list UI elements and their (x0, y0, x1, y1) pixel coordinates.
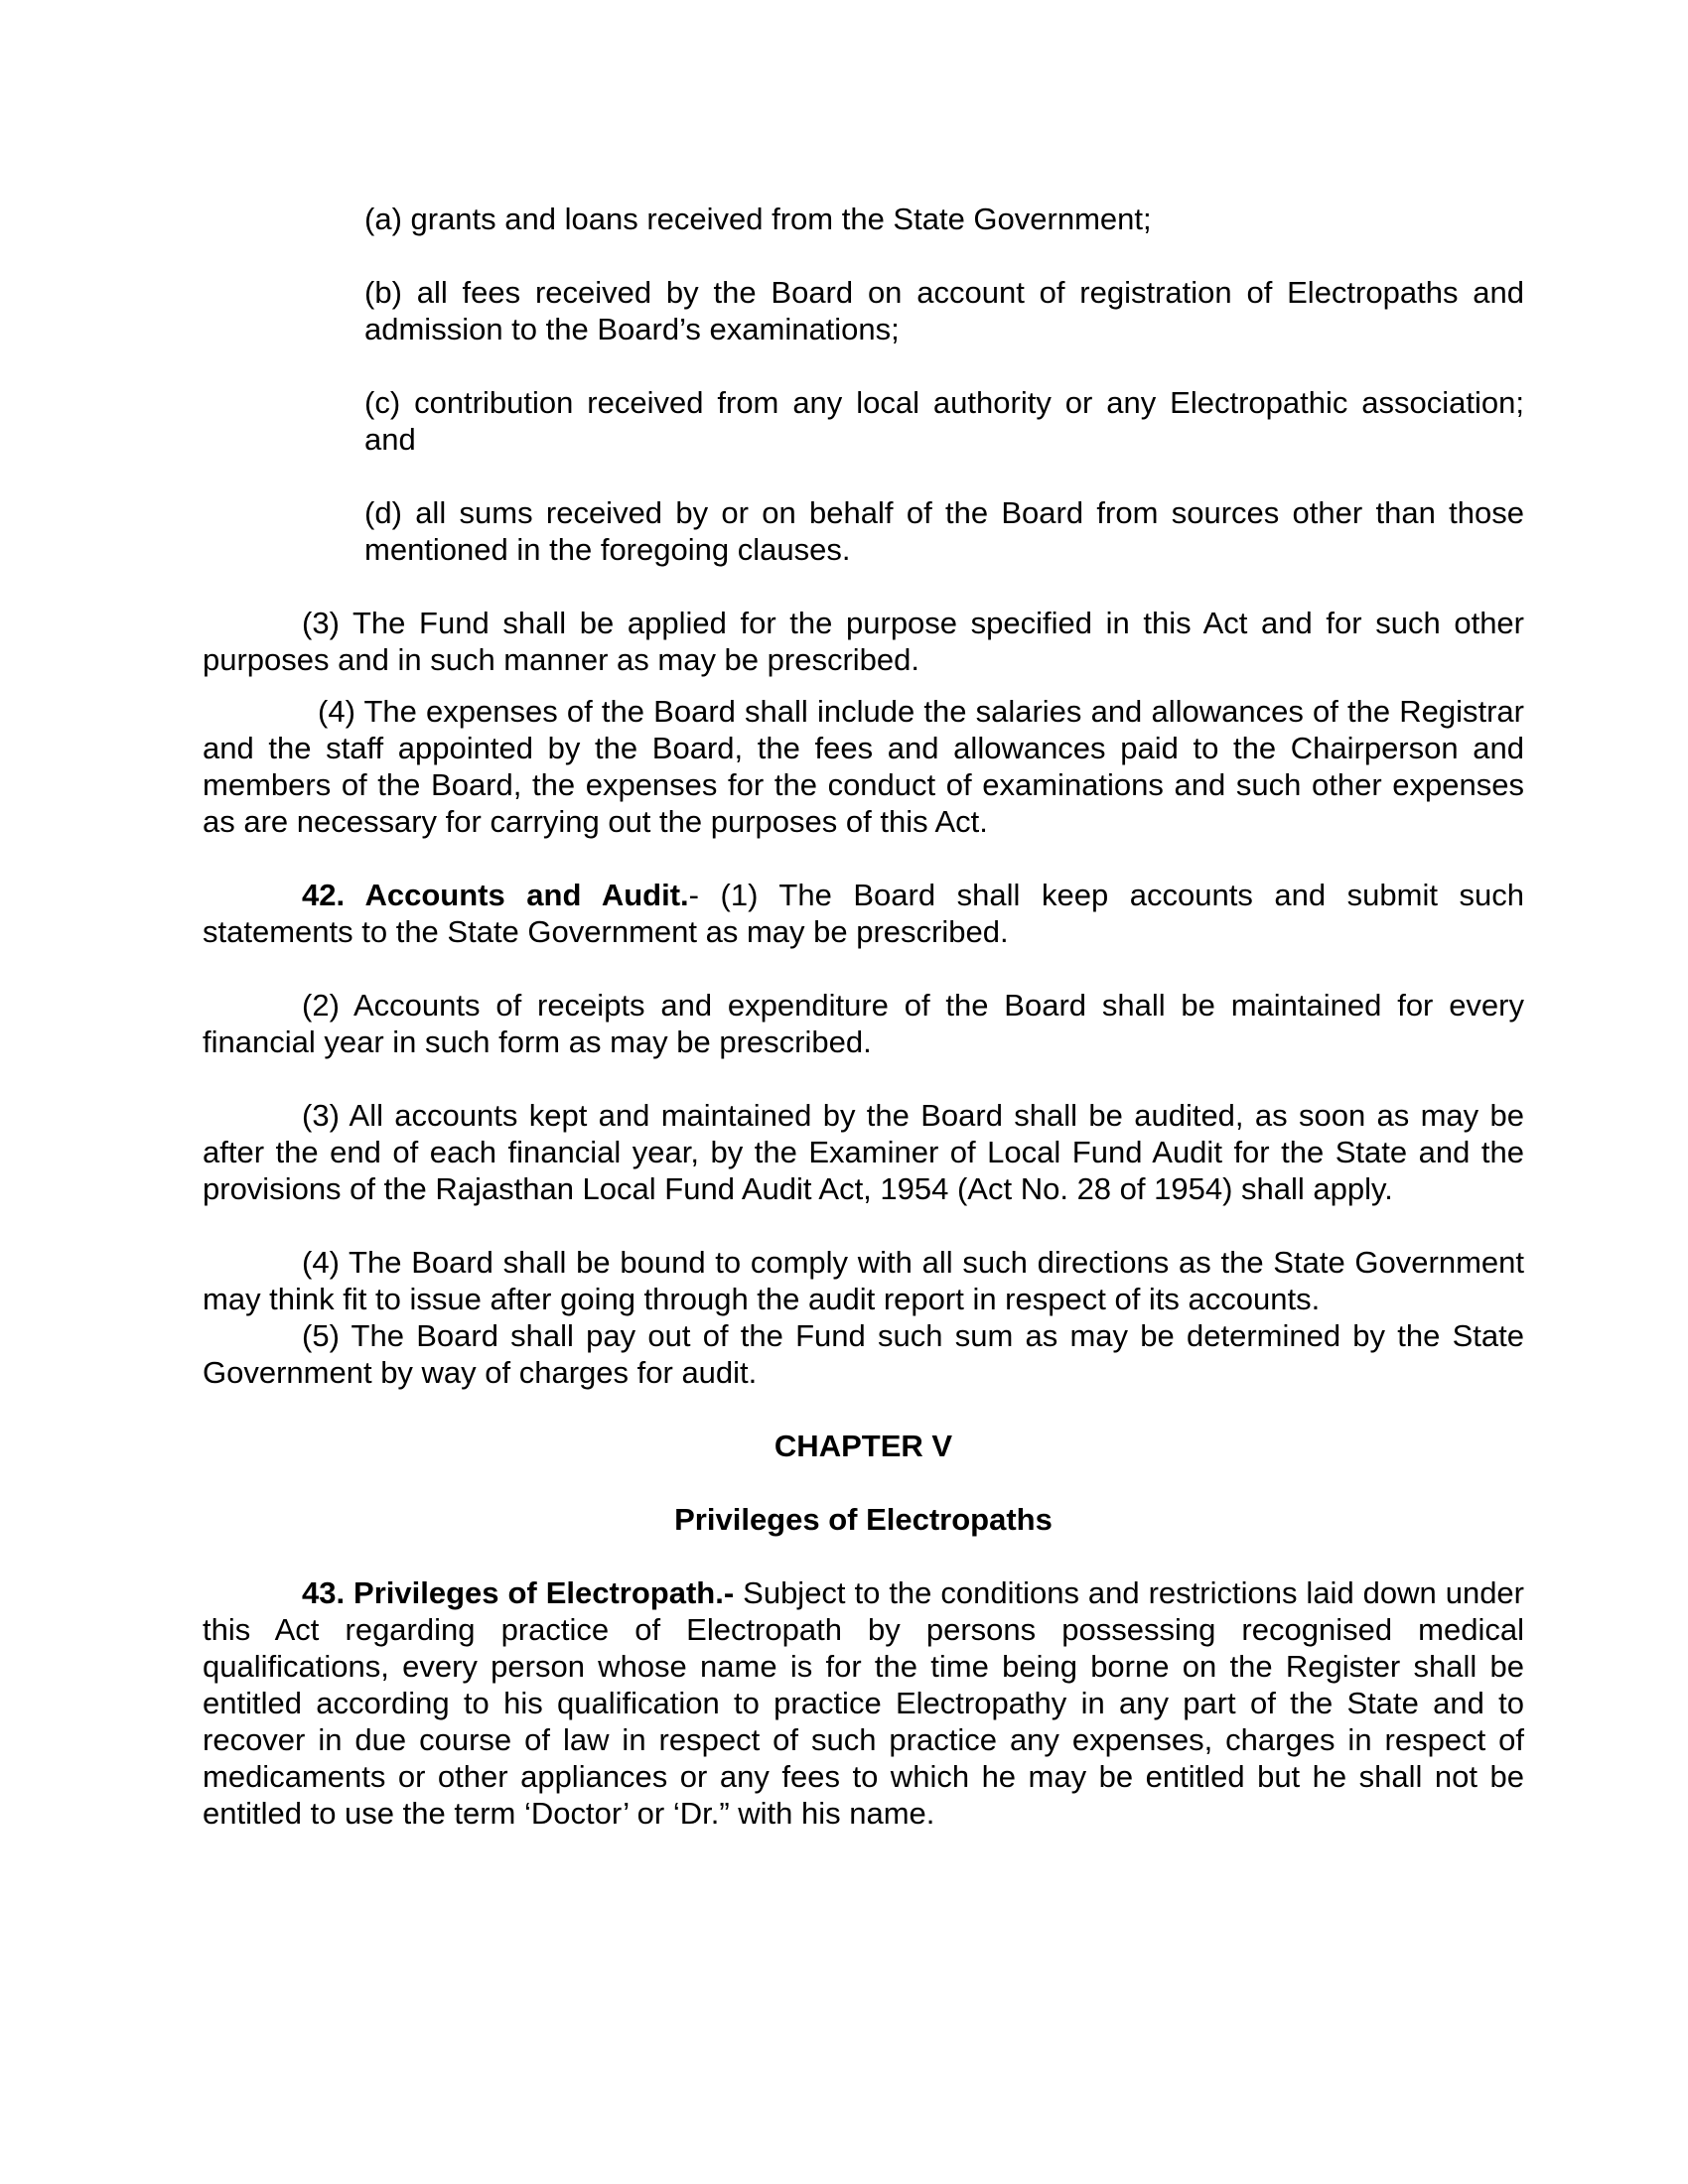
para-42-1 (203, 877, 1524, 950)
para-41-4: (4) The expenses of the Board shall include the salaries and allowances of the Registrar and the staff appointed by the Board, the fees and allowances paid to the Chairperson and members of the Board, the expenses for the conduct of examinations and such other expenses as are necessary for carrying out the purposes of this Act. (203, 694, 1524, 839)
para-42-4: (4) The Board shall be bound to comply with all such directions as the State Government may think fit to issue after going through the audit report in respect of its accounts. (203, 1245, 1524, 1316)
para-43-text: Subject to the conditions and restrictions laid down under this Act regarding practice of Electropath by persons possessing recognised medical qualifications, every person whose name is for the time being borne on the Register shall be entitled according to his qualification to practice Electropathy in any part of the State and to recover in due course of law in respect of such practice any expenses, charges in respect of medicaments or other appliances or any fees to which he may be entitled but he shall not be entitled to use the term ‘Doctor’ or ‘Dr.” with his name. (203, 1575, 1524, 1831)
clause-d: (d) all sums received by or on behalf of the Board from sources other than those mentioned in the foregoing clauses. (364, 495, 1524, 567)
para-43 (203, 1574, 1524, 1832)
para-42-1-text: - (1) The Board shall keep accounts and submit such statements to the State Government as may be prescribed. (203, 878, 1525, 949)
clause-b: (b) all fees received by the Board on account of registration of Electropaths and admission to the Board’s examinations; (364, 275, 1524, 346)
chapter-v-subtitle: Privileges of Electropaths (674, 1502, 1053, 1537)
document-content (203, 201, 1524, 1832)
section-42-heading: 42. Accounts and Audit. (302, 878, 689, 912)
para-42-3: (3) All accounts kept and maintained by the Board shall be audited, as soon as may be after the end of each financial year, by the Examiner of Local Fund Audit for the State and the provisions of the Rajasthan Local Fund Audit Act, 1954 (Act No. 28 of 1954) shall apply. (203, 1098, 1524, 1206)
chapter-v-title: CHAPTER V (774, 1429, 953, 1463)
para-42-5: (5) The Board shall pay out of the Fund such sum as may be determined by the State Government by way of charges for audit. (203, 1318, 1524, 1390)
para-42-2: (2) Accounts of receipts and expenditure of the Board shall be maintained for every financial year in such form as may be prescribed. (203, 988, 1524, 1059)
para-41-3: (3) The Fund shall be applied for the purpose specified in this Act and for such other purposes and in such manner as may be prescribed. (203, 606, 1524, 677)
section-43-heading: 43. Privileges of Electropath.- (302, 1575, 735, 1610)
clause-c: (c) contribution received from any local authority or any Electropathic association; and (364, 385, 1524, 457)
clause-a: (a) grants and loans received from the State Government; (364, 202, 1152, 236)
